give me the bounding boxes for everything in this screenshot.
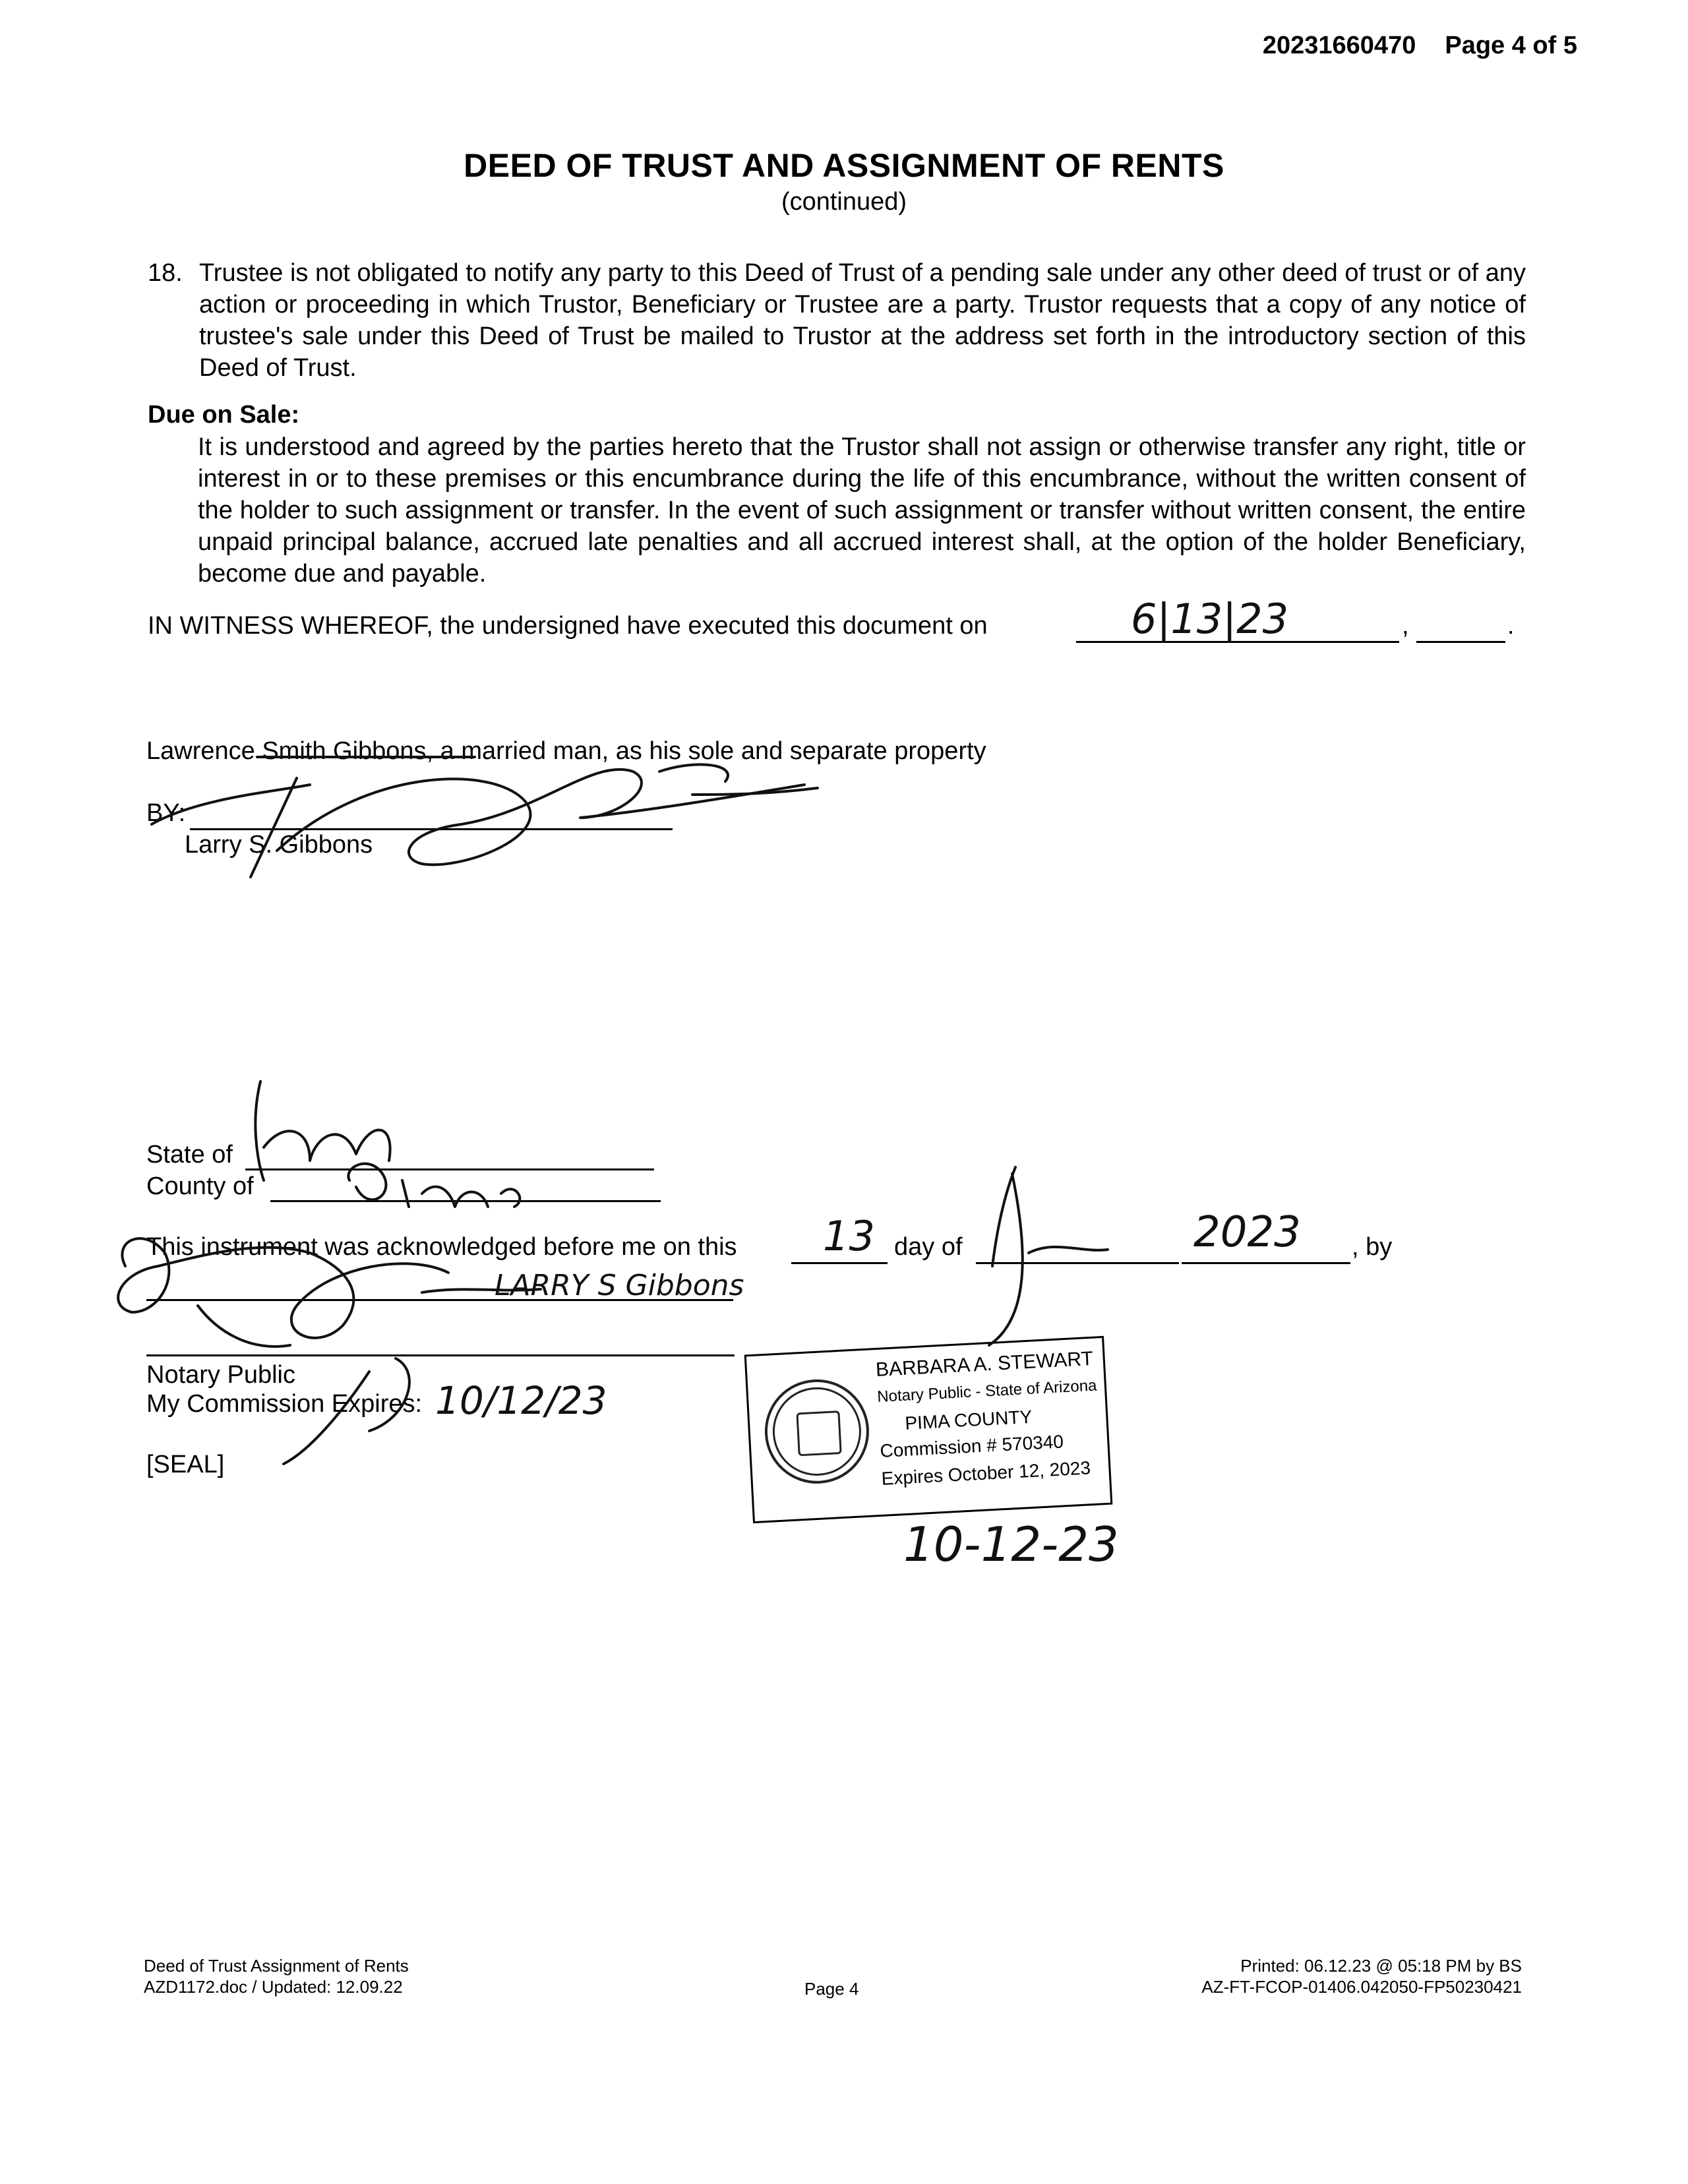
county-label: County of <box>146 1172 254 1200</box>
document-title: DEED OF TRUST AND ASSIGNMENT OF RENTS <box>464 147 1224 184</box>
document-number: 20231660470 <box>1262 32 1416 59</box>
due-on-sale-heading: Due on Sale: <box>148 401 300 429</box>
day-of-label: day of <box>894 1233 963 1261</box>
page-label: Page 4 of 5 <box>1445 32 1577 59</box>
stamp-name: BARBARA A. STEWART <box>875 1347 1094 1381</box>
document-subtitle: (continued) <box>781 188 907 216</box>
stamp-county: PIMA COUNTY <box>904 1406 1033 1434</box>
footer-doc-file: AZD1172.doc / Updated: 12.09.22 <box>144 1977 403 1997</box>
footer-printed: Printed: 06.12.23 @ 05:18 PM by BS <box>1240 1956 1522 1976</box>
state-seal-icon <box>762 1377 872 1486</box>
stamp-expires: Expires October 12, 2023 <box>880 1457 1091 1489</box>
witness-comma: , <box>1402 612 1409 640</box>
footer-page: Page 4 <box>804 1979 859 1999</box>
footer-doc-name: Deed of Trust Assignment of Rents <box>144 1956 409 1976</box>
acknowledgment-by: , by <box>1352 1233 1393 1261</box>
clause-text: Trustee is not obligated to notify any party to this Deed of Trust of a pending sale under any other deed of trust or of any action or proceeding in which Trustor, Beneficiary or Trustee are a party. Trustor requests that a copy of any notice of trustee's sale under this Deed of Trust be mailed to Trustor at the address set forth in the introductory section of this Deed of Trust. <box>199 259 1526 382</box>
witness-date-handwritten: 6|13|23 <box>1131 595 1289 643</box>
signatory-name: Larry S. Gibbons <box>185 831 373 859</box>
state-line <box>245 1141 654 1170</box>
by-label: BY: <box>146 799 186 827</box>
acknowledgment-text: This instrument was acknowledged before me on this <box>146 1233 737 1261</box>
notary-public-label: Notary Public <box>146 1361 295 1389</box>
signature-line <box>190 804 673 830</box>
state-label: State of <box>146 1141 233 1168</box>
year-handwritten: 2023 <box>1193 1208 1301 1257</box>
notary-stamp <box>744 1336 1113 1523</box>
notary-signature-line <box>146 1331 735 1356</box>
county-line <box>270 1172 661 1202</box>
witness-statement: IN WITNESS WHEREOF, the undersigned have executed this document on <box>148 612 988 640</box>
stamp-title: Notary Public - State of Arizona <box>876 1376 1098 1406</box>
witness-period: . <box>1507 612 1515 640</box>
acknowledged-name-handwritten: LARRY S Gibbons <box>495 1269 744 1302</box>
clause-18 <box>148 257 1526 384</box>
signatory-line: Lawrence Smith Gibbons, a married man, as his sole and separate property <box>146 737 986 765</box>
footer-reference: AZ-FT-FCOP-01406.042050-FP50230421 <box>1201 1977 1522 1997</box>
seal-label: [SEAL] <box>146 1451 225 1478</box>
clause-number: 18. <box>148 259 183 287</box>
handwritten-expiration-date: 10-12-23 <box>903 1517 1119 1572</box>
day-handwritten: 13 <box>823 1212 875 1260</box>
stamp-commission: Commission # 570340 <box>879 1431 1064 1461</box>
commission-expires-label: My Commission Expires: <box>146 1390 423 1418</box>
due-on-sale-text: It is understood and agreed by the parties hereto that the Trustor shall not assign or otherwise transfer any right, title or interest in or to these premises or this encumbrance during the life of this encumbrance, without the written consent of the holder to such assignment or transfer. In the event of such assignment or transfer without written consent, the entire unpaid principal balance, accrued late penalties and all accrued interest shall, at the option of the holder Beneficiary, become due and payable. <box>198 433 1526 588</box>
witness-year-line <box>1416 613 1505 643</box>
month-line <box>976 1234 1179 1264</box>
commission-expires-handwritten: 10/12/23 <box>435 1378 607 1423</box>
document-header <box>1234 32 1577 60</box>
